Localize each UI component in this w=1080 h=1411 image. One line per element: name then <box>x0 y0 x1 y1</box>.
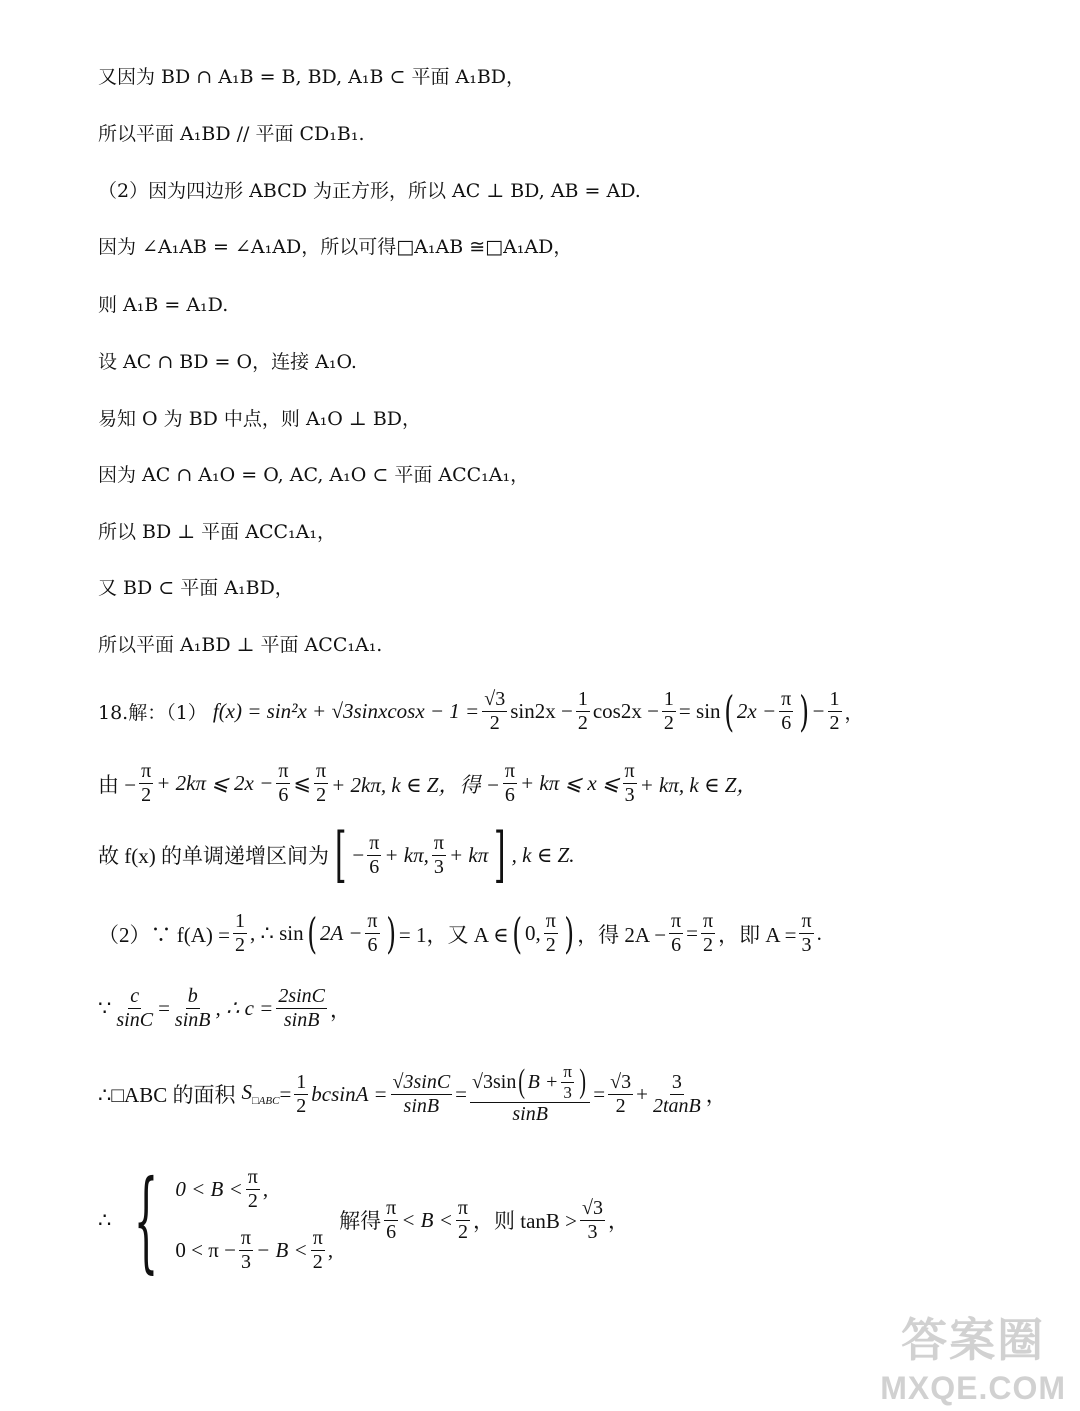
text-line-10: 又 BD ⊂ 平面 A₁BD， <box>98 577 294 599</box>
text-line-5: 则 A₁B = A₁D. <box>98 294 229 316</box>
right-paren: ) <box>385 908 396 958</box>
q18-formula-line-7: ∴ { 0 < B < $\frac{\pi}{2}$ , 0 < π − $\frac{\pi}{3}$ − B < $\frac{\pi}{2}$ , 解得 $\frac{\pi}{6}$ < B < $\frac{\pi}{2}$ ，则 tanB > $\frac{√3}{3}$ ， <box>98 1156 629 1284</box>
case-row-1: 0 < B < $\frac{\pi}{2}$ , <box>175 1166 269 1212</box>
left-brace: { <box>134 1156 159 1284</box>
fraction: $\frac{\pi}{3}$ <box>801 910 812 956</box>
fraction: $\frac{\pi}{6}$ <box>367 910 378 956</box>
fraction: $\frac{√3\sin C}{\sin B}$ <box>392 1070 451 1117</box>
text-line-11: 所以平面 A₁BD ⊥ 平面 ACC₁A₁. <box>98 634 383 656</box>
area-symbol: $S_{□ABC}$ <box>241 1080 280 1108</box>
text-line-9: 所以 BD ⊥ 平面 ACC₁A₁， <box>98 521 336 543</box>
text-line-3: （2）因为四边形 ABCD 为正方形，所以 AC ⊥ BD, AB = AD. <box>98 180 641 202</box>
fraction: $\frac{\pi}{2}$ <box>703 910 714 956</box>
fraction: $\frac{\pi}{6}$ <box>781 688 792 734</box>
fraction: $\frac{\pi}{3}$ <box>624 760 635 806</box>
case-system <box>111 1156 334 1284</box>
fraction: $\frac{\pi}{2}$ <box>316 760 327 806</box>
q18-label: 18.解：（1） <box>98 702 207 724</box>
text-line-4: 因为 ∠A₁AB = ∠A₁AD，所以可得□A₁AB ≅□A₁AD， <box>98 236 573 258</box>
q18-formula-line-1: 18.解：（1） f(x) = sin²x + √3sinxcosx − 1 = $\frac{√3}{2}$ sin2x − $\frac{1}{2}$ cos2x − $\frac{1}{2}$ = sin ( 2x − $\frac{\pi}{6}$ ) − $\frac{1}{2}$ ， <box>98 686 864 736</box>
watermark-site: MXQE.COM <box>880 1370 1066 1406</box>
text-line-1: 又因为 BD ∩ A₁B = B, BD, A₁B ⊂ 平面 A₁BD， <box>98 66 526 88</box>
watermark-logo: 答案圈 <box>901 1314 1046 1366</box>
fraction: √3sin ( B + $\frac{\pi}{3}$ ) sinB <box>470 1062 590 1126</box>
fraction: $\frac{c}{\sin C}$ <box>116 985 154 1031</box>
fraction: $\frac{\pi}{6}$ <box>386 1196 397 1243</box>
fraction: $\frac{\pi}{6}$ <box>504 760 515 806</box>
left-bracket: [ <box>334 820 347 890</box>
fraction: $\frac{√3}{3}$ <box>582 1196 603 1243</box>
fraction: $\frac{3}{2\tan B}$ <box>652 1070 701 1117</box>
right-bracket: ] <box>494 820 506 890</box>
left-paren: ( <box>723 686 734 736</box>
fraction: $\frac{1}{2}$ <box>296 1070 307 1117</box>
fraction: $\frac{1}{2}$ <box>663 688 674 734</box>
q18-formula-line-6: ∴□ABC 的面积 $S_{□ABC}$ = $\frac{1}{2}$ bcsinA = $\frac{√3\sin C}{\sin B}$ = √3sin ( B + $\frac{\pi}{3}$ ) sinB = $\frac{√3}{2}$ + $\frac{3}{2\tan B}$ ， <box>98 1062 727 1126</box>
left-paren: ( <box>511 908 522 958</box>
fraction: $\frac{b}{\sin B}$ <box>174 985 211 1031</box>
q18-formula-line-3: 故 f(x) 的单调递增区间为 [ − $\frac{\pi}{6}$ + kπ, $\frac{\pi}{3}$ + kπ ] , k ∈ Z. <box>98 820 575 890</box>
right-paren: ) <box>564 908 574 958</box>
q18-formula-line-2: 由 − $\frac{\pi}{2}$ + 2kπ ⩽ 2x − $\frac{\pi}{6}$ ⩽ $\frac{\pi}{2}$ + 2kπ, k ∈ Z，得 − $\frac{\pi}{6}$ + kπ ⩽ x ⩽ $\frac{\pi}{3}$ + kπ, k ∈ Z， <box>98 760 758 806</box>
case-row-2: 0 < π − $\frac{\pi}{3}$ − B < $\frac{\pi}{2}$ , <box>175 1227 334 1273</box>
fraction: $\frac{1}{2}$ <box>829 688 840 734</box>
fraction: $\frac{√3}{2}$ <box>484 688 506 734</box>
fraction: $\frac{\pi}{2}$ <box>141 760 152 806</box>
fraction: $\frac{1}{2}$ <box>235 910 245 956</box>
text-line-6: 设 AC ∩ BD = O，连接 A₁O. <box>98 351 357 373</box>
fraction: $\frac{√3}{2}$ <box>610 1070 632 1117</box>
fraction: $\frac{2\sin C}{\sin B}$ <box>278 985 326 1031</box>
q18-formula-line-4: （2）∵ f(A) = $\frac{1}{2}$ , ∴ sin ( 2A − $\frac{\pi}{6}$ ) = 1，又 A ∈ ( 0, $\frac{\pi}{2}$ ) ，得 2A − $\frac{\pi}{6}$ = $\frac{\pi}{2}$ ，即 A = $\frac{\pi}{3}$ . <box>98 908 822 958</box>
q18-formula-line-5: ∵ $\frac{c}{\sin C}$ = $\frac{b}{\sin B}$ , ∴ c = $\frac{2\sin C}{\sin B}$ ， <box>98 985 352 1031</box>
fraction: $\frac{\pi}{6}$ <box>369 831 380 878</box>
text-line-8: 因为 AC ∩ A₁O = O, AC, A₁O ⊂ 平面 ACC₁A₁， <box>98 464 530 486</box>
fraction: $\frac{\pi}{2}$ <box>545 910 556 956</box>
text-line-7: 易知 O 为 BD 中点，则 A₁O ⊥ BD， <box>98 408 422 430</box>
fraction: $\frac{\pi}{6}$ <box>671 910 682 956</box>
fraction: $\frac{\pi}{3}$ <box>433 831 444 878</box>
left-paren: ( <box>306 908 317 958</box>
fraction: $\frac{\pi}{2}$ <box>457 1196 468 1243</box>
fraction: $\frac{\pi}{6}$ <box>278 760 289 806</box>
right-paren: ) <box>799 686 810 736</box>
watermark <box>880 1304 1066 1407</box>
fraction: $\frac{1}{2}$ <box>577 688 588 734</box>
text-line-2: 所以平面 A₁BD // 平面 CD₁B₁. <box>98 123 365 145</box>
